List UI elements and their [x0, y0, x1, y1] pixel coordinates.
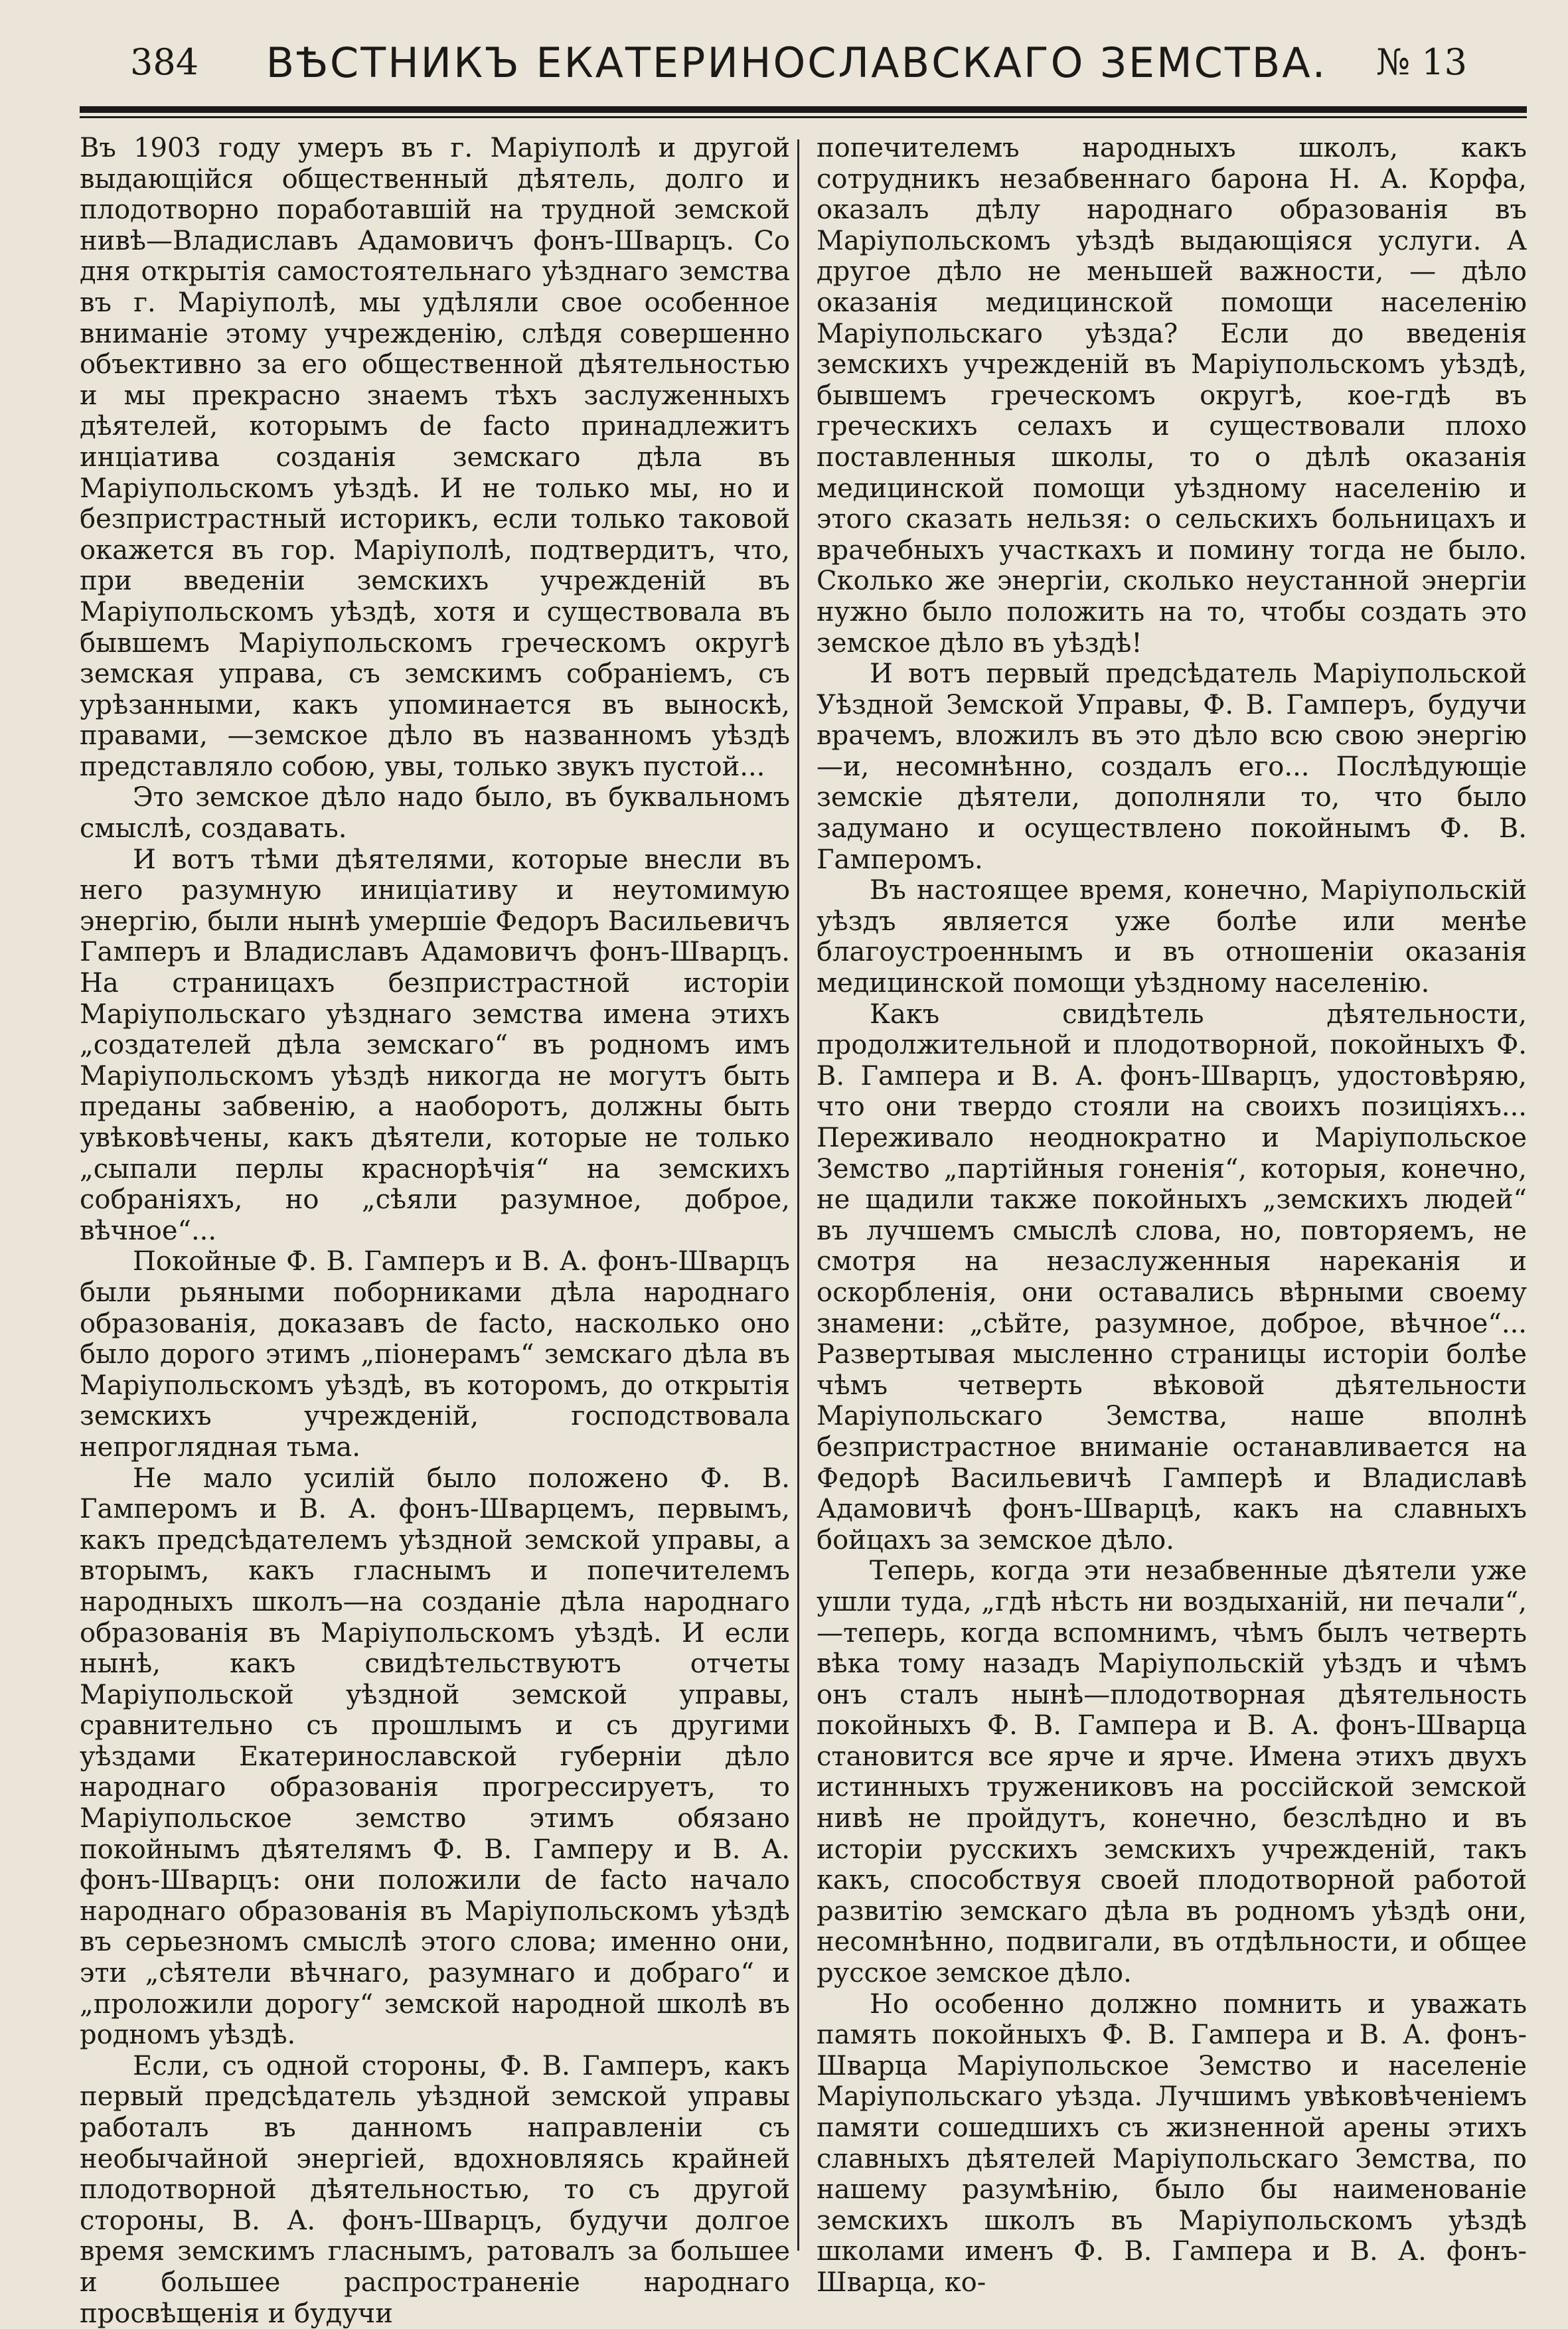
paragraph: Въ настоящее время, конечно, Маріупольскій уѣздъ является уже болѣе или менѣе благоустроеннымъ и въ отношеніи оказанія медицинской помощи уѣздному населенію. — [817, 875, 1527, 999]
paragraph: Но особенно должно помнить и уважать память покойныхъ Ф. В. Гампера и В. А. фонъ-Шварца Маріупольское Земство и населеніе Маріупольскаго уѣзда. Лучшимъ увѣковѣченіемъ памяти сошедшихъ съ жизненной арены этихъ славныхъ дѣятелей Маріупольскаго Земства, по нашему разумѣнію, было бы наименованіе земскихъ школъ въ Маріупольскомъ уѣздѣ школами именъ Ф. В. Гампера и В. А. фонъ-Шварца, ко- — [817, 1988, 1527, 2298]
journal-title: ВѢСТНИКЪ ЕКАТЕРИНОСЛАВСКАГО ЗЕМСТВА. — [266, 39, 1328, 87]
paragraph: Это земское дѣло надо было, въ буквальномъ смыслѣ, создавать. — [80, 782, 790, 844]
header-rule-thin — [80, 116, 1527, 118]
right-column — [817, 133, 1527, 2298]
paragraph: Теперь, когда эти незабвенные дѣятели уже ушли туда, „гдѣ нѣсть ни воздыханій, ни печали“, —теперь, когда вспомнимъ, чѣмъ былъ четверть вѣка тому назадъ Маріупольскій уѣздъ и чѣмъ онъ сталъ нынѣ—плодотворная дѣятельность покойныхъ Ф. В. Гампера и В. А. фонъ-Шварца становится все ярче и ярче. Имена этихъ двухъ истинныхъ тружениковъ на россійской земской нивѣ не пройдутъ, конечно, безслѣдно и въ исторіи русскихъ земскихъ учрежденій, такъ какъ, способствуя своей плодотворной работой развитію земскаго дѣла въ родномъ уѣздѣ они, несомнѣнно, подвигали, въ отдѣльности, и общее русское земское дѣло. — [817, 1556, 1527, 1989]
column-divider — [797, 139, 799, 2251]
issue-number: № 13 — [1376, 41, 1467, 83]
paragraph: попечителемъ народныхъ школъ, какъ сотрудникъ незабвеннаго барона Н. А. Корфа, оказалъ дѣлу народнаго образованія въ Маріупольскомъ уѣздѣ выдающіяся услуги. А другое дѣло не меньшей важности, — дѣло оказанія медицинской помощи населенію Маріупольскаго уѣзда? Если до введенія земскихъ учрежденій въ Маріупольскомъ уѣздѣ, бывшемъ греческомъ округѣ, кое-гдѣ въ греческихъ селахъ и существовали плохо поставленныя школы, то о дѣлѣ оказанія медицинской помощи уѣздному населенію и этого сказать нельзя: о сельскихъ больницахъ и врачебныхъ участкахъ и помину тогда не было. Сколько же энергіи, сколько неустанной энергіи нужно было положить на то, чтобы создать это земское дѣло въ уѣздѣ! — [817, 133, 1527, 659]
paragraph: Если, съ одной стороны, Ф. В. Гамперъ, какъ первый предсѣдатель уѣздной земской управы работалъ въ данномъ направленіи съ необычайной энергіей, вдохновляясь крайней плодотворной дѣятельностью, то съ другой стороны, В. А. фонъ-Шварцъ, будучи долгое время земскимъ гласнымъ, ратовалъ за большее и большее распространеніе народнаго просвѣщенія и будучи — [80, 2050, 790, 2329]
paragraph: Въ 1903 году умеръ въ г. Маріуполѣ и другой выдающійся общественный дѣятель, долго и плодотворно поработавшій на трудной земской нивѣ—Владиславъ Адамовичъ фонъ-Шварцъ. Со дня открытія самостоятельнаго уѣзднаго земства въ г. Маріуполѣ, мы удѣляли свое особенное вниманіе этому учрежденію, слѣдя совершенно объективно за его общественной дѣятельностью и мы прекрасно знаемъ тѣхъ заслуженныхъ дѣятелей, которымъ de facto принадлежитъ инціатива созданія земскаго дѣла въ Маріупольскомъ уѣздѣ. И не только мы, но и безпристрастный историкъ, если только таковой окажется въ гор. Маріуполѣ, подтвердитъ, что, при введеніи земскихъ учрежденій въ Маріупольскомъ уѣздѣ, хотя и существовала въ бывшемъ Маріупольскомъ греческомъ округѣ земская управа, съ земскимъ собраніемъ, съ урѣзанными, какъ упоминается въ выноскѣ, правами, —земское дѣло въ названномъ уѣздѣ представляло собою, увы, только звукъ пустой... — [80, 133, 790, 782]
left-column — [80, 133, 790, 2329]
paragraph: И вотъ тѣми дѣятелями, которые внесли въ него разумную иниціативу и неутомимую энергію, были нынѣ умершіе Федоръ Васильевичъ Гамперъ и Владиславъ Адамовичъ фонъ-Шварцъ. На страницахъ безпристрастной исторіи Маріупольскаго уѣзднаго земства имена этихъ „создателей дѣла земскаго“ въ родномъ имъ Маріупольскомъ уѣздѣ никогда не могутъ быть преданы забвенію, а наоборотъ, должны быть увѣковѣчены, какъ дѣятели, которые не только „сыпали перлы краснорѣчія“ на земскихъ собраніяхъ, но „сѣяли разумное, доброе, вѣчное“... — [80, 844, 790, 1246]
page-number: 384 — [130, 41, 199, 83]
paragraph: Какъ свидѣтель дѣятельности, продолжительной и плодотворной, покойныхъ Ф. В. Гампера и В. А. фонъ-Шварцъ, удостовѣряю, что они твердо стояли на своихъ позиціяхъ... Переживало неоднократно и Маріупольское Земство „партійныя гоненія“, которыя, конечно, не щадили также покойныхъ „земскихъ людей“ въ лучшемъ смыслѣ слова, но, повторяемъ, не смотря на незаслуженныя нареканія и оскорбленія, они оставались вѣрными своему знамени: „сѣйте, разумное, доброе, вѣчное“... Развертывая мысленно страницы исторіи болѣе чѣмъ четверть вѣковой дѣятельности Маріупольскаго Земства, наше вполнѣ безпристрастное вниманіе останавливается на Федорѣ Васильевичѣ Гамперѣ и Владиславѣ Адамовичѣ фонъ-Шварцѣ, какъ на славныхъ бойцахъ за земское дѣло. — [817, 999, 1527, 1556]
header-rule-thick — [80, 106, 1527, 113]
paragraph: И вотъ первый предсѣдатель Маріупольской Уѣздной Земской Управы, Ф. В. Гамперъ, будучи врачемъ, вложилъ въ это дѣло всю свою энергію—и, несомнѣнно, создалъ его... Послѣдующіе земскіе дѣятели, дополняли то, что было задумано и осуществлено покойнымъ Ф. В. Гамперомъ. — [817, 659, 1527, 875]
page-header — [126, 39, 1467, 92]
paragraph: Покойные Ф. В. Гамперъ и В. А. фонъ-Шварцъ были рьяными поборниками дѣла народнаго образованія, доказавъ de facto, насколько оно было дорого этимъ „піонерамъ“ земскаго дѣла въ Маріупольскомъ уѣздѣ, въ которомъ, до открытія земскихъ учрежденій, господствовала непроглядная тьма. — [80, 1246, 790, 1463]
paragraph: Не мало усилій было положено Ф. В. Гамперомъ и В. А. фонъ-Шварцемъ, первымъ, какъ предсѣдателемъ уѣздной земской управы, а вторымъ, какъ гласнымъ и попечителемъ народныхъ школъ—на созданіе дѣла народнаго образованія въ Маріупольскомъ уѣздѣ. И если нынѣ, какъ свидѣтельствуютъ отчеты Маріупольской уѣздной земской управы, сравнительно съ прошлымъ и съ другими уѣздами Екатеринославской губерніи дѣло народнаго образованія прогрессируетъ, то Маріупольское земство этимъ обязано покойнымъ дѣятелямъ Ф. В. Гамперу и В. А. фонъ-Шварцъ: они положили de facto начало народнаго образованія въ Маріупольскомъ уѣздѣ въ серьезномъ смыслѣ этого слова; именно они, эти „сѣятели вѣчнаго, разумнаго и добраго“ и „проложили дорогу“ земской народной школѣ въ родномъ уѣздѣ. — [80, 1463, 790, 2051]
